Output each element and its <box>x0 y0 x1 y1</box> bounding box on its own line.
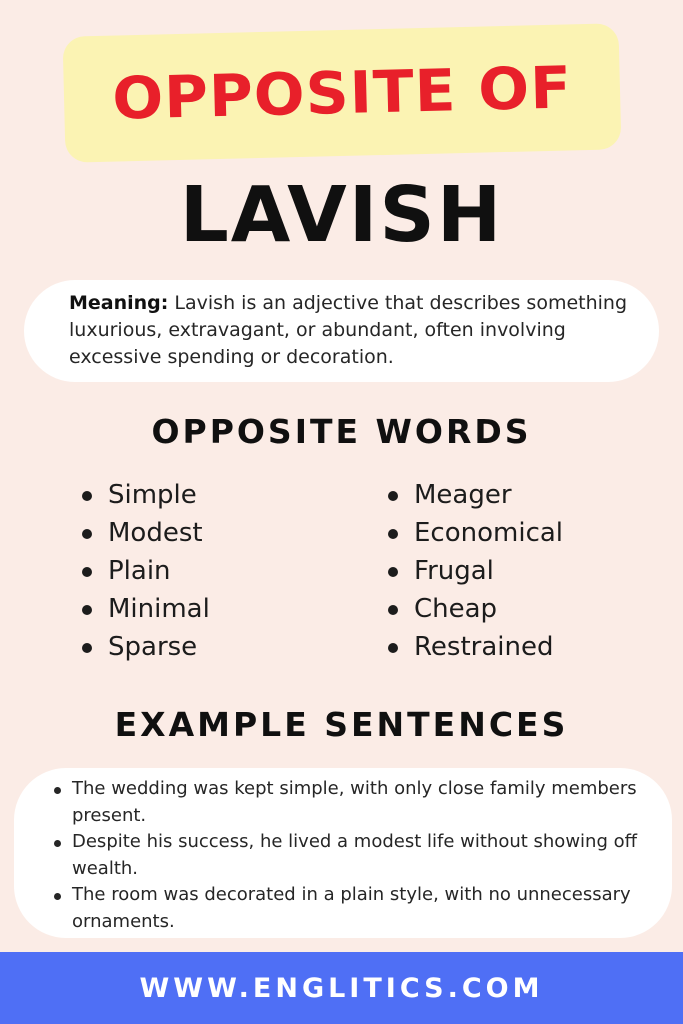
opposite-words-heading: OPPOSITE WORDS <box>151 412 532 451</box>
opposite-word-item: Economical <box>386 514 563 552</box>
opposite-word-item: Minimal <box>80 590 210 628</box>
opposite-word-item: Modest <box>80 514 210 552</box>
examples-card <box>14 768 672 938</box>
opposite-word-item: Sparse <box>80 628 210 666</box>
opposite-word-item: Restrained <box>386 628 563 666</box>
example-sentence: Despite his success, he lived a modest life without showing off wealth. <box>54 829 658 882</box>
opposite-word-item: Simple <box>80 476 210 514</box>
example-sentences-heading: EXAMPLE SENTENCES <box>114 705 569 744</box>
opposite-words-list-left <box>80 476 210 666</box>
title-word: LAVISH <box>179 171 504 260</box>
meaning-label: Meaning: <box>69 292 169 314</box>
opposite-word-item: Meager <box>386 476 563 514</box>
example-sentence: The room was decorated in a plain style, with no unnecessary ornaments. <box>54 882 658 935</box>
website-link[interactable]: WWW.ENGLITICS.COM <box>139 972 544 1004</box>
opposite-word-item: Cheap <box>386 590 563 628</box>
opposite-words-list-right <box>386 476 563 666</box>
title-banner <box>63 23 622 163</box>
meaning-text: Lavish is an adjective that describes something luxurious, extravagant, or abundant, often involving excessive spending or decoration. <box>69 292 628 368</box>
opposite-word-item: Plain <box>80 552 210 590</box>
opposite-word-item: Frugal <box>386 552 563 590</box>
example-sentence: The wedding was kept simple, with only close family members present. <box>54 776 658 829</box>
title-top: OPPOSITE OF <box>111 53 573 133</box>
meaning-card <box>24 280 659 382</box>
footer-bar <box>0 952 683 1024</box>
example-sentences-list <box>54 776 658 935</box>
